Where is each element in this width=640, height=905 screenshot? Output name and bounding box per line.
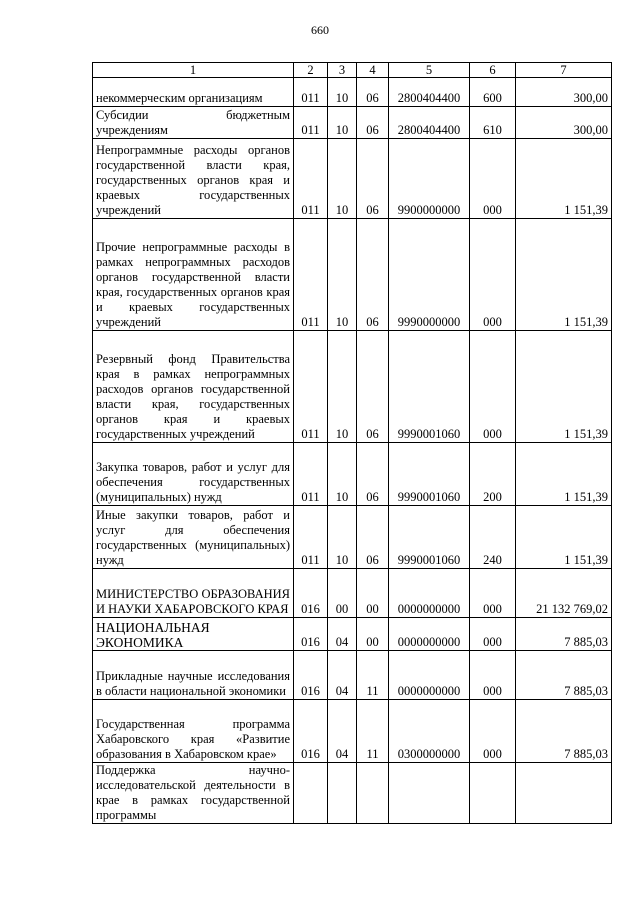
- code-expense-type: 000: [470, 651, 516, 700]
- code-expense-type: 000: [470, 139, 516, 219]
- code-section: 10: [328, 78, 357, 107]
- table-row: [93, 569, 612, 618]
- code-target: 0000000000: [389, 651, 470, 700]
- code-admin: 011: [294, 506, 328, 569]
- code-section: 04: [328, 700, 357, 763]
- row-name: Иные закупки товаров, работ и услуг для обеспечения государственных (муниципальных) нужд: [93, 506, 294, 569]
- code-expense-type: 000: [470, 331, 516, 443]
- code-section: 04: [328, 618, 357, 651]
- code-section: 10: [328, 139, 357, 219]
- code-subsection: 06: [357, 107, 389, 139]
- code-expense-type: 000: [470, 618, 516, 651]
- row-name: Прикладные научные исследования в области национальной экономики: [93, 651, 294, 700]
- amount: 1 151,39: [516, 506, 612, 569]
- code-admin: 011: [294, 107, 328, 139]
- table-body: [93, 78, 612, 824]
- code-target: 0300000000: [389, 700, 470, 763]
- row-name: МИНИСТЕРСТВО ОБРАЗОВАНИЯ И НАУКИ ХАБАРОВСКОГО КРАЯ: [93, 569, 294, 618]
- code-expense-type: 200: [470, 443, 516, 506]
- code-subsection: 06: [357, 78, 389, 107]
- code-target: [389, 763, 470, 824]
- code-target: 0000000000: [389, 618, 470, 651]
- code-subsection: 06: [357, 506, 389, 569]
- col-header-2: 2: [294, 63, 328, 78]
- row-name: Субсидии бюджетным учреждениям: [93, 107, 294, 139]
- code-subsection: 11: [357, 700, 389, 763]
- code-target: 9990001060: [389, 443, 470, 506]
- amount: 1 151,39: [516, 331, 612, 443]
- code-admin: 016: [294, 700, 328, 763]
- code-target: 9990001060: [389, 506, 470, 569]
- code-admin: 011: [294, 219, 328, 331]
- col-header-3: 3: [328, 63, 357, 78]
- code-expense-type: 610: [470, 107, 516, 139]
- amount: 1 151,39: [516, 443, 612, 506]
- code-admin: 011: [294, 139, 328, 219]
- code-subsection: 06: [357, 219, 389, 331]
- code-section: 10: [328, 443, 357, 506]
- code-section: 10: [328, 219, 357, 331]
- code-section: 10: [328, 331, 357, 443]
- code-expense-type: 000: [470, 219, 516, 331]
- code-section: 04: [328, 651, 357, 700]
- amount: 1 151,39: [516, 219, 612, 331]
- code-section: 00: [328, 569, 357, 618]
- code-expense-type: [470, 763, 516, 824]
- col-header-1: 1: [93, 63, 294, 78]
- table-row: [93, 219, 612, 331]
- code-target: 0000000000: [389, 569, 470, 618]
- code-admin: [294, 763, 328, 824]
- code-admin: 011: [294, 78, 328, 107]
- code-expense-type: 600: [470, 78, 516, 107]
- col-header-5: 5: [389, 63, 470, 78]
- table-row: [93, 78, 612, 107]
- code-expense-type: 000: [470, 700, 516, 763]
- code-target: 9990001060: [389, 331, 470, 443]
- code-admin: 016: [294, 651, 328, 700]
- amount: 7 885,03: [516, 618, 612, 651]
- code-expense-type: 000: [470, 569, 516, 618]
- code-admin: 011: [294, 443, 328, 506]
- col-header-4: 4: [357, 63, 389, 78]
- row-name: Непрограммные расходы органов государственной власти края, государственных органов края и краевых государственных учреждений: [93, 139, 294, 219]
- code-admin: 011: [294, 331, 328, 443]
- amount: 300,00: [516, 107, 612, 139]
- code-subsection: 00: [357, 618, 389, 651]
- amount: 7 885,03: [516, 651, 612, 700]
- code-subsection: 06: [357, 331, 389, 443]
- row-name: Резервный фонд Правительства края в рамках непрограммных расходов органов государственной власти края, государственных органов края и краевых государственных учреждений: [93, 331, 294, 443]
- amount: [516, 763, 612, 824]
- code-section: 10: [328, 506, 357, 569]
- table-row: [93, 763, 612, 824]
- code-target: 9900000000: [389, 139, 470, 219]
- code-subsection: 06: [357, 443, 389, 506]
- code-admin: 016: [294, 569, 328, 618]
- row-name: Прочие непрограммные расходы в рамках непрограммных расходов органов государственной власти края, государственных органов края и краевых государственных учреждений: [93, 219, 294, 331]
- row-name: некоммерческим организациям: [93, 78, 294, 107]
- code-subsection: 06: [357, 139, 389, 219]
- row-name: Поддержка научно-исследовательской деятельности в крае в рамках государственной программы: [93, 763, 294, 824]
- header-row: [93, 63, 612, 78]
- page-number: 660: [311, 23, 329, 37]
- code-target: 2800404400: [389, 107, 470, 139]
- table-row: [93, 139, 612, 219]
- amount: 21 132 769,02: [516, 569, 612, 618]
- code-subsection: 11: [357, 651, 389, 700]
- budget-table: [92, 62, 612, 824]
- code-target: 9990000000: [389, 219, 470, 331]
- row-name: Закупка товаров, работ и услуг для обеспечения государственных (муниципальных) нужд: [93, 443, 294, 506]
- table-row: [93, 618, 612, 651]
- table-row: [93, 443, 612, 506]
- amount: 7 885,03: [516, 700, 612, 763]
- code-subsection: [357, 763, 389, 824]
- col-header-6: 6: [470, 63, 516, 78]
- code-admin: 016: [294, 618, 328, 651]
- row-name: Государственная программа Хабаровского края «Развитие образования в Хабаровском крае»: [93, 700, 294, 763]
- amount: 1 151,39: [516, 139, 612, 219]
- code-expense-type: 240: [470, 506, 516, 569]
- row-name: НАЦИОНАЛЬНАЯ ЭКОНОМИКА: [93, 618, 294, 651]
- code-section: [328, 763, 357, 824]
- table-row: [93, 506, 612, 569]
- table-row: [93, 651, 612, 700]
- code-section: 10: [328, 107, 357, 139]
- col-header-7: 7: [516, 63, 612, 78]
- table-row: [93, 331, 612, 443]
- code-target: 2800404400: [389, 78, 470, 107]
- table-row: [93, 700, 612, 763]
- amount: 300,00: [516, 78, 612, 107]
- code-subsection: 00: [357, 569, 389, 618]
- table-row: [93, 107, 612, 139]
